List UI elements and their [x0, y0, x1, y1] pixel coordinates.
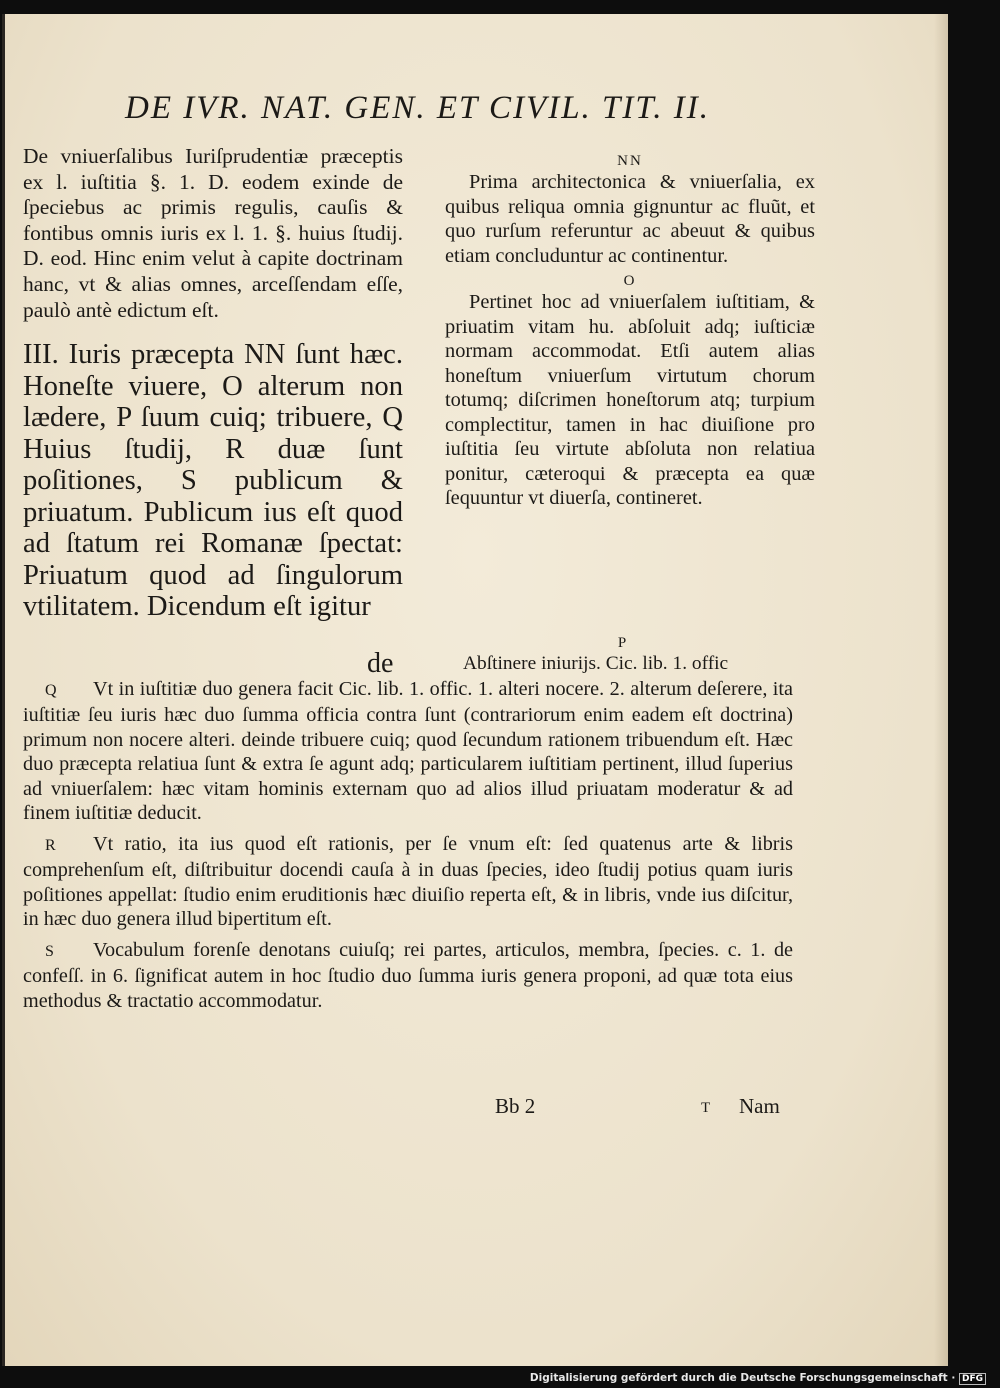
note-q-text: Vt in iuſtitiæ duo genera facit Cic. lib. 1. offic. 1. alteri nocere. 2. alterum deſerere, ita iuſtitiæ ſeu iuris hæc duo ſumma officia contra ſunt (contrariorum enim eadem eſt doctrina) primum non nocere alteri. deinde tribuere cuiq; quod ſecundum rationem tribuendum eſt. Hæc duo præcepta relatiua ſunt & extra ſe agunt adq; particularem iuſtitiam pertinent, illud ſuperius ad vniuerſalem: hæc vitam hominis externam quo ad alios illud priuatam moderatur & ad finem iuſtitiæ deducit.: [23, 677, 793, 824]
left-column: [23, 144, 403, 623]
credit-text: Digitalisierung gefördert durch die Deutsche Forschungsgemeinschaft ·: [529, 1372, 956, 1384]
note-label-q: Q: [45, 681, 57, 699]
note-label-s: S: [45, 942, 54, 960]
note-nn-text: Prima architectonica & vniuerſalia, ex quibus reliqua omnia gignuntur ac fluũt, et quo rurſum referuntur ac abeuut & quibus etiam concluduntur ac continentur.: [445, 171, 815, 267]
note-s-text: Vocabulum forenſe denotans cuiuſq; rei partes, articulos, membra, ſpecies. c. 1. de confeſſ. in 6. ſignificat autem in hoc ſtudio duo ſumma iuris genera proponi, ad quæ tota eius methodus & tractatio accommodatur.: [23, 938, 793, 1012]
note-label-r: R: [45, 836, 56, 854]
note-label-o: O: [623, 273, 637, 289]
right-column-notes: [445, 152, 815, 511]
funding-credit: [530, 1372, 986, 1384]
note-s: [23, 938, 793, 1014]
signature-mark: Bb 2: [495, 1094, 536, 1118]
note-r: [23, 832, 793, 932]
note-r-text: Vt ratio, ita ius quod eſt rationis, per ſe vnum eſt: ſed quatenus arte & libris comprehenſum eſt, diſtribuitur docendi cauſa à in duas ſpecies, ideo ſtudij potius quam iuris poſitiones appellat: ſtudio enim eruditionis hæc diuiſio reperta eſt, & in libris, vnde ius diſcitur, in hæc duo genera illud bipertitum eſt.: [23, 832, 793, 930]
note-o-text: Pertinet hoc ad vniuerſalem iuſtitiam, & priuatim vitam hu. abſoluit adq; iuſticiæ normam accommodat. Etſi autem alias honeſtum vniuerſum virtutum chorum totumq; diſcrimen honeſtorum atq; turpium complectitur, tamen in hac diuiſione pro iuſtitia ſeu virtute abſoluta non relatiua ponitur, cæteroqui & præcepta ea quæ ſequuntur vt diuerſa, contineret.: [445, 291, 815, 509]
page-fold-shadow: [934, 14, 948, 1366]
main-text-paragraph: III. Iuris præcepta NN ſunt hæc. Honeſte viuere, O alterum non lædere, P ſuum cuiq; tribuere, Q Huius ſtudij, R duæ ſunt poſitiones, S publicum & priuatum. Publicum ius eſt quod ad ſtatum rei Romanæ ſpectat: Priuatum quod ad ſingulorum vtilitatem. Dicendum eſt igitur: [23, 339, 403, 623]
last-word: de: [367, 648, 394, 679]
note-label-nn: NN: [617, 153, 643, 169]
note-label-p: P: [617, 635, 629, 651]
scanned-page: [2, 14, 948, 1366]
note-p-text: Abſtinere iniurijs. Cic. lib. 1. offic: [463, 653, 729, 674]
running-title: DE IVR. NAT. GEN. ET CIVIL. TIT. II.: [125, 90, 711, 126]
catchword-marker: T: [701, 1100, 711, 1116]
bottom-notes: [23, 634, 793, 1013]
intro-paragraph: De vniuerſalibus Iuriſprudentiæ præceptis ex l. iuſtitia §. 1. D. eodem exinde de ſpeciebus ac primis regulis, cauſis & fontibus omnis iuris ex l. 1. §. huius ſtudij. D. eod. Hinc enim velut à capite doctrinam hanc, vt & alias omnes, arceſſendam eſſe, paulò antè edictum eſt.: [23, 144, 403, 322]
note-q: [23, 677, 793, 826]
dfg-logo: DFG: [959, 1373, 986, 1385]
catchword: Nam: [739, 1094, 780, 1118]
